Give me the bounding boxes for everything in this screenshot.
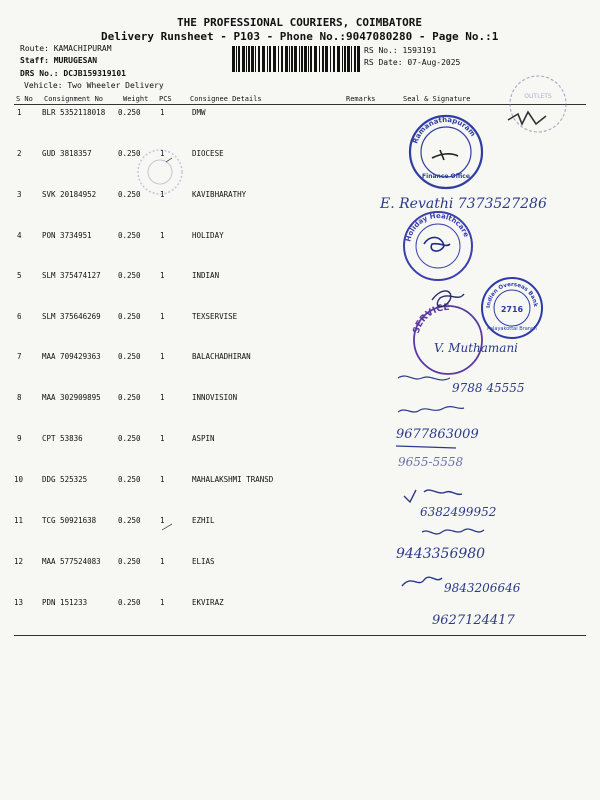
cell-consignment: MAA 577524083	[42, 557, 101, 566]
handwriting-row8a: 9788 45555	[452, 381, 525, 395]
strike-line	[396, 446, 456, 448]
cell-sno: 9	[17, 434, 22, 443]
cell-weight: 0.250	[118, 516, 141, 525]
cell-consignment: TCG 50921638	[42, 516, 97, 525]
cell-consignment: SVK 20184952	[42, 190, 97, 199]
cell-consignee: EKVIRAZ	[192, 598, 224, 607]
cell-consignment: DDG 525325	[42, 475, 88, 484]
cell-weight: 0.250	[118, 231, 141, 240]
col-header-consignee: Consignee Details	[190, 95, 262, 103]
handwriting-row11: 9443356980	[396, 546, 486, 562]
drs-label: DRS No.:	[20, 69, 59, 78]
handwriting-row12b: 9627124417	[432, 613, 515, 628]
cell-consignment: SLM 375474127	[42, 271, 101, 280]
handwriting-row7: V. Muthamani	[434, 341, 519, 355]
cell-consignee: TEXSERVISE	[192, 312, 238, 321]
cell-weight: 0.250	[118, 352, 141, 361]
cell-pcs: 1	[160, 271, 165, 280]
finance-office-stamp	[410, 116, 482, 188]
cell-sno: 5	[17, 271, 22, 280]
cell-sno: 4	[17, 231, 22, 240]
cell-pcs: 1	[160, 231, 165, 240]
finance-stamp-ring-text: Ramanathapuram	[411, 115, 477, 145]
cell-pcs: 1	[160, 149, 165, 158]
cell-consignee: EZHIL	[192, 516, 215, 525]
cell-pcs: 1	[160, 393, 165, 402]
faint-stamp	[138, 150, 182, 194]
col-header-sno: S No	[16, 95, 33, 103]
cell-sno: 1	[17, 108, 22, 117]
cell-pcs: 1	[160, 516, 165, 525]
staff-label: Staff:	[20, 56, 49, 65]
cell-sno: 12	[14, 557, 24, 566]
tamil-name-row9	[398, 407, 464, 412]
handwriting-row3: E. Revathi 7373527286	[380, 196, 547, 212]
cell-consignee: HOLIDAY	[192, 231, 224, 240]
cell-consignment: SLM 375646269	[42, 312, 101, 321]
handwriting-row9: 9655-5558	[398, 455, 464, 469]
signature-row10	[404, 490, 462, 502]
cell-consignee: INNOVISION	[192, 393, 238, 402]
cell-consignment: MAA 709429363	[42, 352, 101, 361]
cell-consignment: PDN 151233	[42, 598, 88, 607]
cell-sno: 6	[17, 312, 22, 321]
cell-consignee: ASPIN	[192, 434, 215, 443]
cell-pcs: 1	[160, 352, 165, 361]
cell-consignment: CPT 53836	[42, 434, 83, 443]
bank-stamp-branch: Palayakottai Branch	[487, 326, 537, 332]
cell-consignee: DIOCESE	[192, 149, 224, 158]
finance-stamp-sub: Finance Office	[422, 173, 470, 180]
cell-sno: 11	[14, 516, 24, 525]
cell-sno: 7	[17, 352, 22, 361]
cell-pcs: 1	[160, 434, 165, 443]
top-signature	[508, 112, 546, 124]
outlets-stamp-text: OUTLETS	[524, 93, 552, 100]
cell-weight: 0.250	[118, 434, 141, 443]
cell-consignment: GUD 3818357	[42, 149, 92, 158]
bank-stamp	[482, 278, 542, 338]
col-header-remarks: Remarks	[346, 95, 376, 103]
service-stamp-text: SERVICE	[411, 302, 450, 335]
outlets-stamp	[510, 76, 566, 132]
cell-consignee: DMW	[192, 108, 206, 117]
company-title: THE PROFESSIONAL COURIERS, COIMBATORE	[177, 16, 423, 29]
vehicle-label: Vehicle:	[24, 81, 63, 90]
route-label: Route:	[20, 44, 49, 53]
cell-pcs: 1	[160, 312, 165, 321]
rs-date-label: RS Date:	[364, 58, 403, 67]
route-value: KAMACHIPURAM	[53, 44, 112, 53]
cell-weight: 0.250	[118, 598, 141, 607]
cell-consignment: BLR 5352118018	[42, 108, 106, 117]
col-header-pcs: PCS	[159, 95, 172, 103]
cell-pcs: 1	[160, 190, 165, 199]
cell-weight: 0.250	[118, 393, 141, 402]
rs-no-label: RS No.:	[364, 46, 398, 55]
cell-pcs: 1	[160, 598, 165, 607]
vehicle-value: Two Wheeler Delivery	[67, 81, 164, 90]
cell-sno: 13	[14, 598, 24, 607]
bank-stamp-name: Indian Overseas Bank	[485, 281, 539, 309]
rs-date-value: 07-Aug-2025	[407, 58, 461, 67]
cell-sno: 10	[14, 475, 24, 484]
handwriting-row10: 6382499952	[420, 505, 497, 519]
runsheet-subtitle: Delivery Runsheet - P103 - Phone No.:9047080280 - Page No.:1	[101, 30, 499, 43]
col-header-weight: Weight	[123, 95, 149, 103]
cell-weight: 0.250	[118, 475, 141, 484]
cell-sno: 3	[17, 190, 22, 199]
signature-row12	[402, 577, 442, 586]
pen-mark	[162, 158, 172, 530]
col-header-consignment: Consignment No	[44, 95, 104, 103]
drs-value: DCJB159319101	[63, 69, 126, 78]
cell-consignee: BALACHADHIRAN	[192, 352, 251, 361]
cell-pcs: 1	[160, 557, 165, 566]
cell-weight: 0.250	[118, 108, 141, 117]
tamil-name-row11	[422, 529, 484, 534]
cell-consignee: ELIAS	[192, 557, 215, 566]
bank-stamp-code: 2716	[500, 305, 524, 314]
cell-consignee: KAVIBHARATHY	[192, 190, 247, 199]
cell-weight: 0.250	[118, 149, 141, 158]
cell-consignment: MAA 302909895	[42, 393, 101, 402]
staff-value: MURUGESAN	[53, 56, 98, 65]
cell-consignment: PON 3734951	[42, 231, 92, 240]
cell-weight: 0.250	[118, 271, 141, 280]
cell-pcs: 1	[160, 475, 165, 484]
cell-weight: 0.250	[118, 557, 141, 566]
cell-sno: 8	[17, 393, 22, 402]
cell-weight: 0.250	[118, 312, 141, 321]
healthcare-stamp-text: Holiday Healthcare	[404, 211, 471, 243]
rs-no-value: 1593191	[402, 46, 437, 55]
cell-weight: 0.250	[118, 190, 141, 199]
cell-consignee: INDIAN	[192, 271, 220, 280]
tamil-name-row8	[398, 376, 450, 380]
cell-consignee: MAHALAKSHMI TRANSD	[192, 475, 274, 484]
col-header-seal: Seal & Signature	[403, 95, 471, 103]
healthcare-stamp	[404, 212, 472, 280]
handwriting-row12a: 9843206646	[444, 581, 521, 595]
cell-pcs: 1	[160, 108, 165, 117]
cell-sno: 2	[17, 149, 22, 158]
service-stamp	[412, 303, 482, 374]
handwriting-row8b: 9677863009	[396, 427, 479, 442]
